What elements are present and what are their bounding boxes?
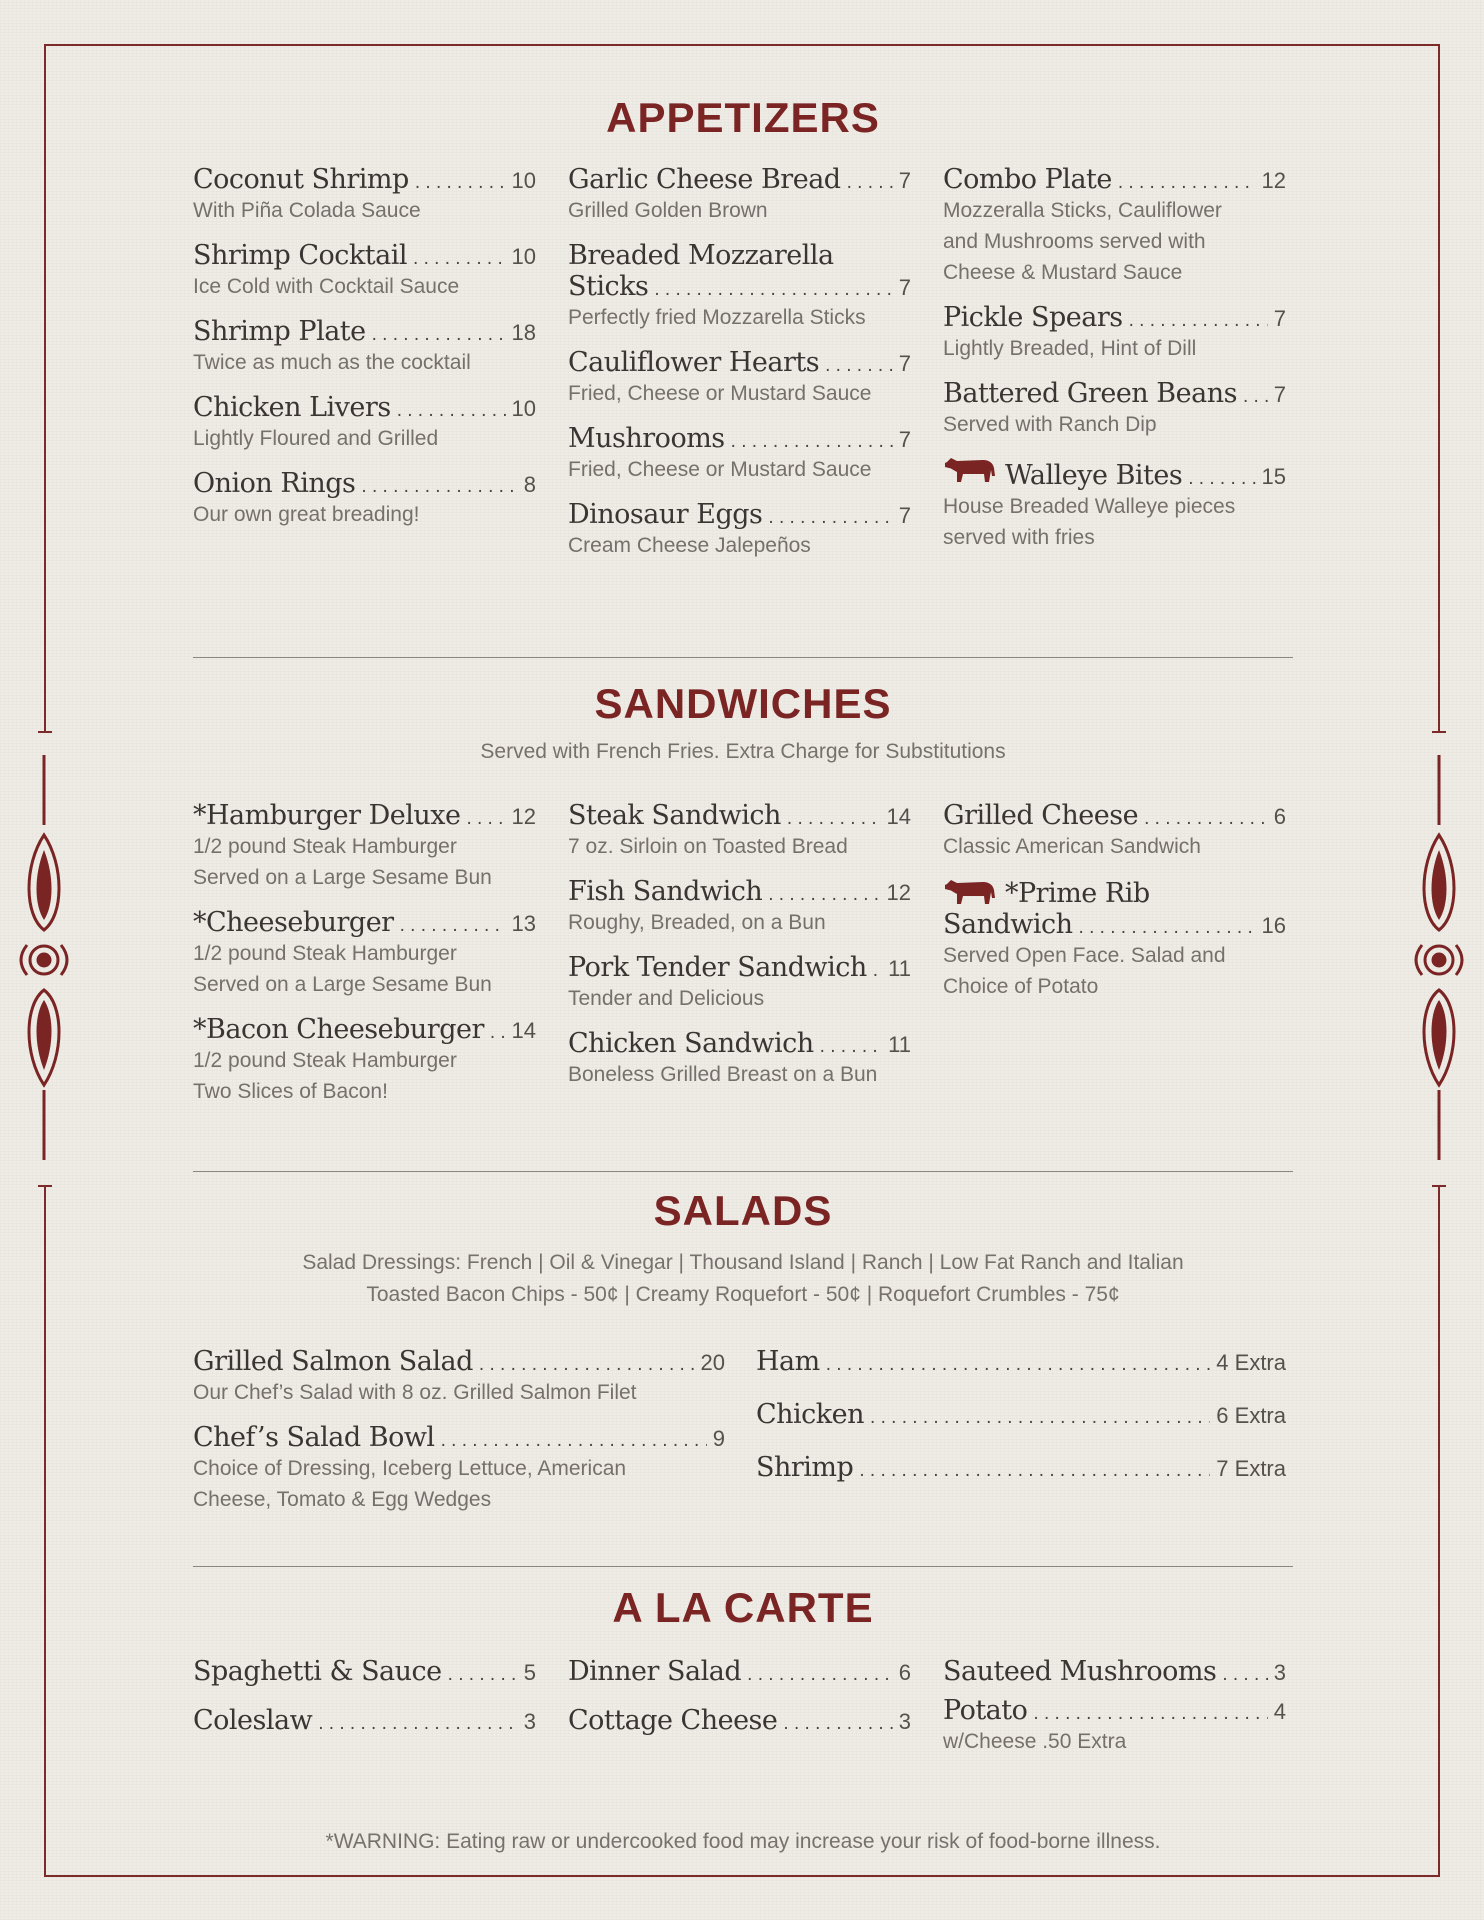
frame-tick: [1432, 731, 1446, 733]
item-name: Potato: [943, 1695, 1028, 1726]
item-name: Battered Green Beans: [943, 378, 1237, 409]
menu-item: [568, 347, 911, 409]
item-desc: and Mushrooms served with: [943, 230, 1206, 253]
item-name: Sauteed Mushrooms: [943, 1656, 1217, 1687]
menu-item: [193, 1346, 725, 1408]
item-price: 10: [511, 396, 536, 421]
item-price: 7: [898, 168, 911, 193]
item-name: *Hamburger Deluxe: [193, 800, 461, 831]
item-desc: Perfectly fried Mozzarella Sticks: [568, 306, 866, 329]
alacarte-col-1: [193, 1656, 536, 1750]
menu-item: [193, 468, 536, 530]
sandwiches-col-1: [193, 800, 536, 1121]
menu-item: [943, 164, 1286, 288]
menu-item: [943, 454, 1286, 553]
item-name: Chef’s Salad Bowl: [193, 1422, 435, 1453]
item-price: 4: [1273, 1699, 1286, 1724]
item-desc: Boneless Grilled Breast on a Bun: [568, 1063, 878, 1086]
item-price: 4 Extra: [1216, 1350, 1286, 1375]
menu-item: [568, 800, 911, 862]
item-price: 13: [511, 911, 536, 936]
food-warning: *WARNING: Eating raw or undercooked food may increase your risk of food-borne illness.: [325, 1830, 1161, 1853]
frame-right-lower: [1438, 1185, 1440, 1876]
item-name: Coconut Shrimp: [193, 164, 409, 195]
item-name: Grilled Salmon Salad: [193, 1346, 473, 1377]
menu-item: [756, 1346, 1286, 1377]
menu-item: [756, 1399, 1286, 1430]
salads-title: SALADS: [653, 1187, 833, 1234]
item-name: *Bacon Cheeseburger: [193, 1014, 484, 1045]
item-name: Fish Sandwich: [568, 876, 763, 907]
item-name: Coleslaw: [193, 1705, 313, 1736]
sandwiches-title: SANDWICHES: [594, 680, 892, 727]
item-name-line1: Breaded Mozzarella: [568, 240, 834, 271]
item-name: Cottage Cheese: [568, 1705, 778, 1736]
menu-item: [193, 907, 536, 1000]
item-name: Dinosaur Eggs: [568, 499, 763, 530]
item-desc: Fried, Cheese or Mustard Sauce: [568, 458, 872, 481]
item-desc: w/Cheese .50 Extra: [943, 1730, 1127, 1753]
item-price: 7: [898, 427, 911, 452]
menu-item: [568, 1705, 911, 1736]
salad-dressings-line1: Salad Dressings: French | Oil & Vinegar | Thousand Island | Ranch | Low Fat Ranch and Italian: [302, 1251, 1184, 1274]
item-price: 10: [511, 168, 536, 193]
item-price: 6: [1273, 804, 1286, 829]
item-desc: Our Chef’s Salad with 8 oz. Grilled Salmon Filet: [193, 1381, 637, 1404]
frame-right-upper: [1438, 44, 1440, 732]
frame-tick: [38, 731, 52, 733]
item-name: Walleye Bites: [1005, 460, 1183, 491]
menu-item: [193, 1656, 536, 1687]
item-name: Steak Sandwich: [568, 800, 781, 831]
menu-item: [943, 876, 1286, 1002]
item-desc: 7 oz. Sirloin on Toasted Bread: [568, 835, 848, 858]
menu-item: [193, 1014, 536, 1107]
menu-item: [193, 316, 536, 378]
salad-dressings-line2: Toasted Bacon Chips - 50¢ | Creamy Roquefort - 50¢ | Roquefort Crumbles - 75¢: [366, 1283, 1120, 1306]
item-desc: 1/2 pound Steak Hamburger: [193, 835, 457, 858]
menu-item: [568, 499, 911, 561]
item-price: 7: [898, 275, 911, 300]
menu-item: [756, 1452, 1286, 1483]
item-price: 10: [511, 244, 536, 269]
item-desc: Cheese & Mustard Sauce: [943, 261, 1183, 284]
item-price: 16: [1261, 913, 1286, 938]
item-price: 7: [898, 503, 911, 528]
item-name: Shrimp Cocktail: [193, 240, 408, 271]
menu-item: [943, 302, 1286, 364]
item-desc: Ice Cold with Cocktail Sauce: [193, 275, 460, 298]
item-desc: Roughy, Breaded, on a Bun: [568, 911, 826, 934]
item-name: Dinner Salad: [568, 1656, 742, 1687]
item-price: 3: [523, 1709, 536, 1734]
item-name: Pork Tender Sandwich: [568, 952, 867, 983]
item-name: Spaghetti & Sauce: [193, 1656, 442, 1687]
left-ornament-icon: [19, 755, 69, 1160]
menu-item: [568, 952, 911, 1014]
frame-tick: [1432, 1185, 1446, 1187]
item-price: 6: [898, 1660, 911, 1685]
item-desc: Mozzeralla Sticks, Cauliflower: [943, 199, 1222, 222]
appetizers-col-3: [943, 164, 1286, 567]
sandwiches-col-3: [943, 800, 1286, 1016]
item-price: 12: [886, 880, 911, 905]
menu-item: [943, 378, 1286, 440]
menu-item: [193, 240, 536, 302]
item-name-line1: *Prime Rib: [1005, 878, 1150, 909]
menu-item: [943, 800, 1286, 862]
cow-icon: [943, 454, 997, 484]
item-price: 9: [712, 1426, 725, 1451]
item-name: Ham: [756, 1346, 820, 1377]
item-desc: Grilled Golden Brown: [568, 199, 768, 222]
frame-left-upper: [44, 44, 46, 732]
item-price: 11: [888, 956, 911, 981]
section-divider: [193, 657, 1293, 658]
right-ornament-icon: [1414, 755, 1464, 1160]
item-desc: Choice of Dressing, Iceberg Lettuce, American: [193, 1457, 627, 1480]
item-desc: Cream Cheese Jalepeños: [568, 534, 811, 557]
alacarte-col-3: [943, 1656, 1286, 1771]
item-name: Shrimp: [756, 1452, 854, 1483]
item-name: Combo Plate: [943, 164, 1112, 195]
menu-item: [568, 1656, 911, 1687]
item-desc: Cheese, Tomato & Egg Wedges: [193, 1488, 492, 1511]
item-price: 7: [1273, 382, 1286, 407]
item-desc: Lightly Breaded, Hint of Dill: [943, 337, 1197, 360]
item-name: Grilled Cheese: [943, 800, 1139, 831]
item-desc: Classic American Sandwich: [943, 835, 1201, 858]
item-price: 3: [1273, 1660, 1286, 1685]
item-name: Pickle Spears: [943, 302, 1123, 333]
item-name: Onion Rings: [193, 468, 356, 499]
item-price: 14: [511, 1018, 536, 1043]
item-desc: Served Open Face. Salad and: [943, 944, 1226, 967]
appetizers-col-2: [568, 164, 911, 575]
item-price: 7: [898, 351, 911, 376]
item-desc: With Piña Colada Sauce: [193, 199, 421, 222]
item-name: Chicken Sandwich: [568, 1028, 814, 1059]
item-name: *Cheeseburger: [193, 907, 394, 938]
item-desc: Choice of Potato: [943, 975, 1099, 998]
frame-left-lower: [44, 1185, 46, 1876]
menu-item: [193, 800, 536, 893]
item-desc: House Breaded Walleye pieces: [943, 495, 1236, 518]
item-desc: 1/2 pound Steak Hamburger: [193, 942, 457, 965]
item-price: 12: [1261, 168, 1286, 193]
frame-bottom: [44, 1875, 1440, 1877]
menu-item: [193, 392, 536, 454]
item-desc: Tender and Delicious: [568, 987, 765, 1010]
item-desc: served with fries: [943, 526, 1095, 549]
menu-item: [943, 1656, 1286, 1687]
item-price: 15: [1261, 464, 1286, 489]
menu-item: [193, 164, 536, 226]
menu-item: [568, 423, 911, 485]
item-name: Cauliflower Hearts: [568, 347, 820, 378]
salads-col-2: [756, 1346, 1286, 1497]
item-desc: Served on a Large Sesame Bun: [193, 866, 492, 889]
menu-item: [568, 876, 911, 938]
item-name: Garlic Cheese Bread: [568, 164, 841, 195]
item-price: 3: [898, 1709, 911, 1734]
menu-item: [193, 1422, 725, 1515]
menu-item: [193, 1705, 536, 1736]
item-desc: Lightly Floured and Grilled: [193, 427, 439, 450]
item-price: 8: [523, 472, 536, 497]
sandwiches-col-2: [568, 800, 911, 1104]
item-name: Shrimp Plate: [193, 316, 366, 347]
menu-item: [568, 1028, 911, 1090]
frame-tick: [38, 1185, 52, 1187]
item-desc: Served on a Large Sesame Bun: [193, 973, 492, 996]
item-desc: Served with Ranch Dip: [943, 413, 1157, 436]
menu-item: [568, 164, 911, 226]
item-price: 12: [511, 804, 536, 829]
item-name: Chicken: [756, 1399, 865, 1430]
appetizers-col-1: [193, 164, 536, 544]
salads-col-1: [193, 1346, 725, 1529]
frame-top: [44, 44, 1440, 46]
alacarte-col-2: [568, 1656, 911, 1750]
alacarte-title: A LA CARTE: [612, 1584, 874, 1631]
sandwiches-subtitle: Served with French Fries. Extra Charge for Substitutions: [480, 740, 1006, 763]
menu-item: [568, 240, 911, 333]
item-price: 11: [888, 1032, 911, 1057]
appetizers-title: APPETIZERS: [606, 94, 880, 141]
item-name: Sandwich: [943, 909, 1073, 940]
item-desc: 1/2 pound Steak Hamburger: [193, 1049, 457, 1072]
item-price: 18: [511, 320, 536, 345]
item-price: 5: [523, 1660, 536, 1685]
item-price: 14: [886, 804, 911, 829]
item-name: Mushrooms: [568, 423, 725, 454]
item-price: 6 Extra: [1216, 1403, 1286, 1428]
item-price: 7 Extra: [1216, 1456, 1286, 1481]
item-name: Chicken Livers: [193, 392, 391, 423]
item-desc: Two Slices of Bacon!: [193, 1080, 388, 1103]
item-desc: Our own great breading!: [193, 503, 420, 526]
menu-item: [943, 1695, 1286, 1757]
item-price: 20: [700, 1350, 725, 1375]
item-price: 7: [1273, 306, 1286, 331]
section-divider: [193, 1171, 1293, 1172]
cow-icon: [943, 876, 997, 906]
section-divider: [193, 1566, 1293, 1567]
item-name: Sticks: [568, 271, 649, 302]
item-desc: Twice as much as the cocktail: [193, 351, 471, 374]
item-desc: Fried, Cheese or Mustard Sauce: [568, 382, 872, 405]
